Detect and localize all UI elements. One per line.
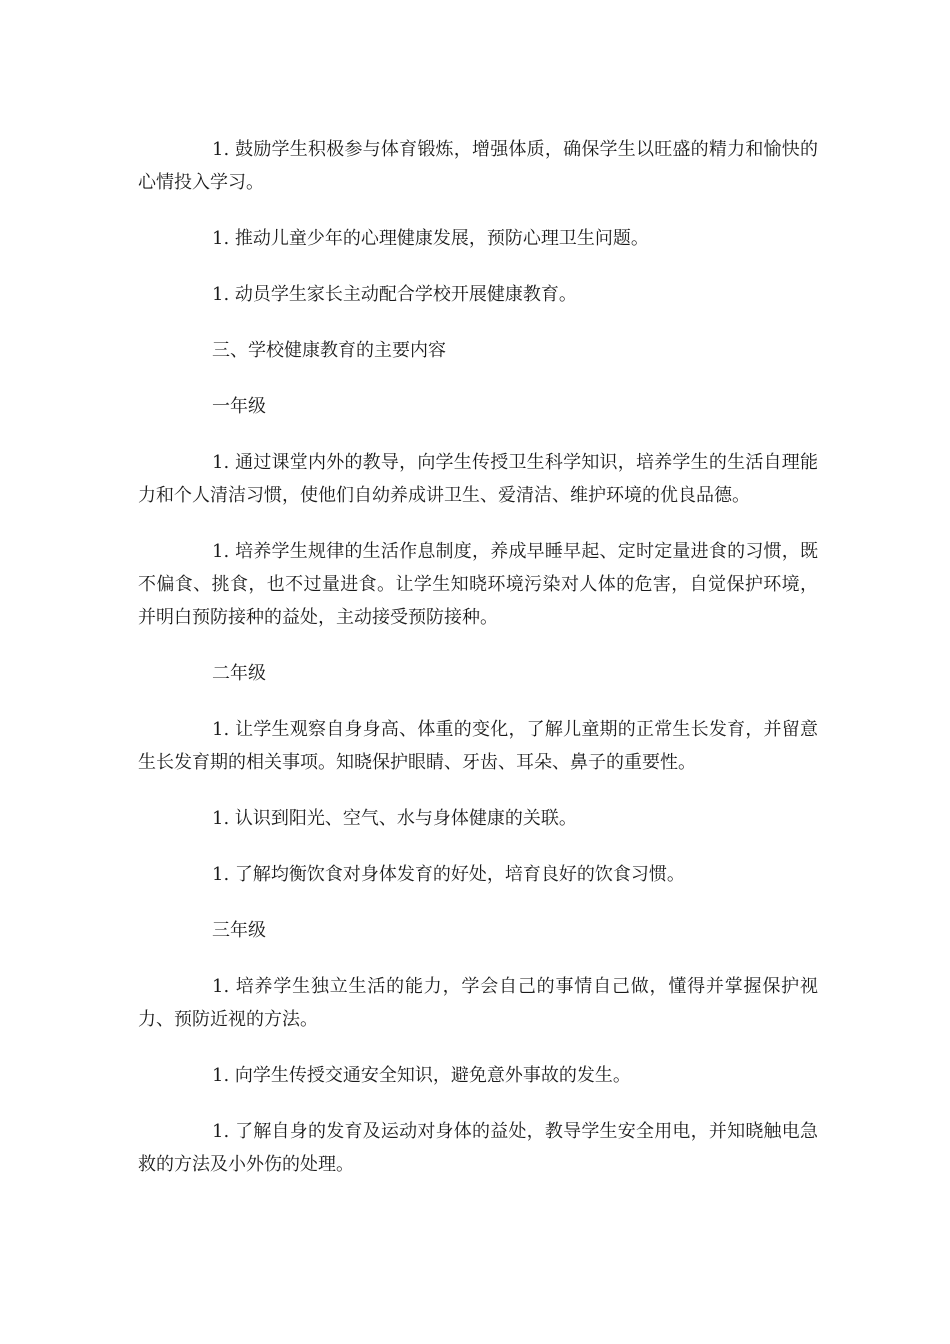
section-heading-main-content: 三、学校健康教育的主要内容 [212, 340, 446, 361]
document-body [138, 133, 818, 1204]
paragraph-grade2-environment: 1. 认识到阳光、空气、水与身体健康的关联。 [212, 808, 577, 829]
grade-heading-third: 三年级 [212, 920, 266, 941]
paragraph-grade1-hygiene: 1. 通过课堂内外的教导，向学生传授卫生科学知识，培养学生的生活自理能力和个人清洁习惯，使他们自幼养成讲卫生、爱清洁、维护环境的优良品德。 [138, 452, 818, 506]
paragraph-mental-health: 1. 推动儿童少年的心理健康发展，预防心理卫生问题。 [212, 228, 649, 249]
paragraph-exercise: 1. 鼓励学生积极参与体育锻炼，增强体质，确保学生以旺盛的精力和愉快的心情投入学习。 [138, 139, 818, 193]
paragraph-grade2-growth: 1. 让学生观察自身身高、体重的变化，了解儿童期的正常生长发育，并留意生长发育期的相关事项。知晓保护眼睛、牙齿、耳朵、鼻子的重要性。 [138, 719, 818, 773]
paragraph-grade2-diet: 1. 了解均衡饮食对身体发育的好处，培育良好的饮食习惯。 [212, 864, 685, 885]
grade-heading-first: 一年级 [212, 396, 266, 417]
paragraph-grade3-independence: 1. 培养学生独立生活的能力，学会自己的事情自己做，懂得并掌握保护视力、预防近视的方法。 [138, 976, 818, 1030]
grade-heading-second: 二年级 [212, 663, 266, 684]
paragraph-grade3-safety: 1. 了解自身的发育及运动对身体的益处，教导学生安全用电，并知晓触电急救的方法及小外伤的处理。 [138, 1121, 818, 1175]
paragraph-grade1-routine: 1. 培养学生规律的生活作息制度，养成早睡早起、定时定量进食的习惯，既不偏食、挑食，也不过量进食。让学生知晓环境污染对人体的危害，自觉保护环境，并明白预防接种的益处，主动接受预防接种。 [138, 541, 818, 628]
paragraph-parents: 1. 动员学生家长主动配合学校开展健康教育。 [212, 284, 577, 305]
paragraph-grade3-traffic: 1. 向学生传授交通安全知识，避免意外事故的发生。 [212, 1065, 631, 1086]
